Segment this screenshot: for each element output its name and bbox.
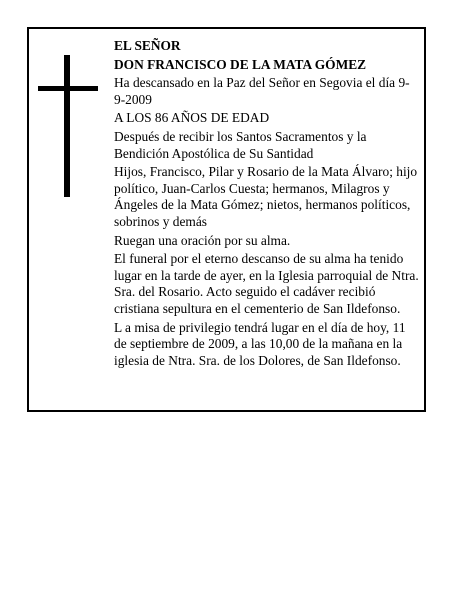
sacraments-paragraph: Después de recibir los Santos Sacramentos y la Bendición Apostólica de Su Santidad	[114, 128, 367, 161]
cross-icon	[38, 55, 98, 197]
deceased-name: DON FRANCISCO DE LA MATA GÓMEZ	[114, 56, 367, 72]
cross-vertical-bar	[64, 55, 70, 197]
cross-horizontal-bar	[38, 86, 98, 91]
obituary-text	[114, 38, 420, 371]
family-paragraph: Hijos, Francisco, Pilar y Rosario de la Mata Álvaro; hijo político, Juan-Carlos Cuesta; hermanos, Milagros y Ángeles de la Mata Gómez; nietos, hermanos políticos, sobrinos y demás	[114, 164, 418, 229]
age-paragraph: A LOS 86 AÑOS DE EDAD	[114, 110, 270, 126]
rested-paragraph: Ha descansado en la Paz del Señor en Segovia el día 9-9-2009	[114, 75, 410, 107]
mass-paragraph: L a misa de privilegio tendrá lugar en el día de hoy, 11 de septiembre de 2009, a las 10,00 de la mañana en la iglesia de Ntra. Sra. de los Dolores, de San Ildefonso.	[114, 319, 406, 368]
prayer-paragraph: Ruegan una oración por su alma.	[114, 232, 291, 248]
title-line-1: EL SEÑOR	[114, 38, 181, 53]
funeral-paragraph: El funeral por el eterno descanso de su alma ha tenido lugar en la tarde de ayer, en la Iglesia parroquial de Ntra. Sra. del Rosario. Acto seguido el cadáver recibió cristiana sepultura en el cementerio de San Ildefonso.	[114, 251, 419, 316]
